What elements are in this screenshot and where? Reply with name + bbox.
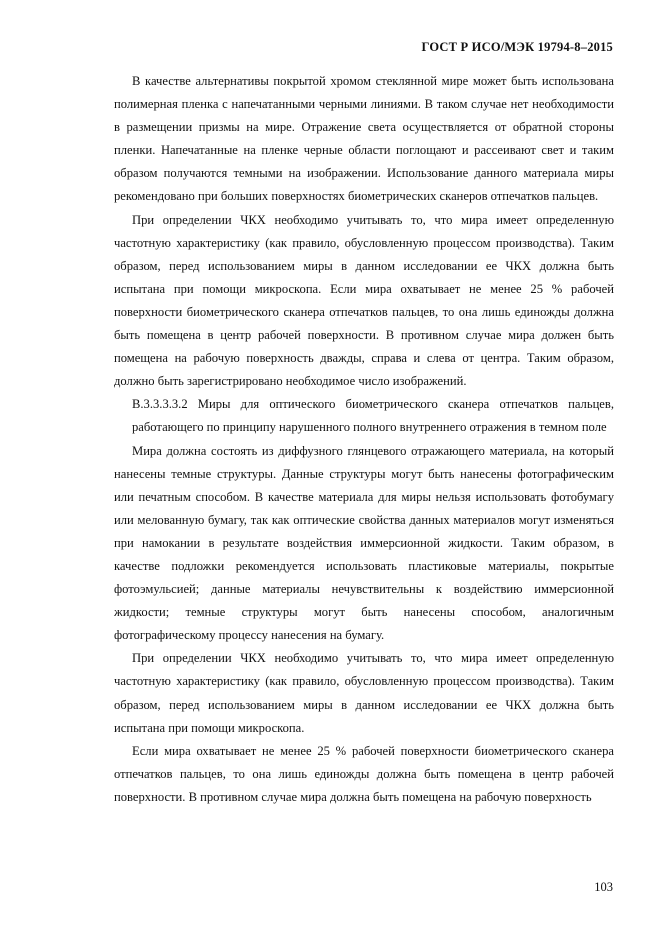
section-heading: В.3.3.3.3.2 Миры для оптического биометрического сканера отпечатков пальцев, работающего по принципу нарушенного полного внутреннего отражения в темном поле	[132, 397, 614, 435]
page-number: 103	[594, 880, 613, 894]
paragraph-mtf-second: При определении ЧКХ необходимо учитывать то, что мира имеет определенную частотную характеристику (как правило, обусловленную процессом производства). Таким образом, перед использованием миры в данном исследовании ее ЧКХ должна быть испытана при помощи микроскопа.	[114, 651, 614, 735]
document-body	[114, 70, 614, 809]
paragraph-diffuse-material: Мира должна состоять из диффузного глянцевого отражающего материала, на который нанесены темные структуры. Данные структуры могут быть нанесены фотографическим или печатным способом. В качестве материала для миры нельзя использовать фотобумагу или мелованную бумагу, так как оптические свойства данных материалов могут изменяться при намокании в результате воздействия иммерсионной жидкости. Таким образом, в качестве подложки рекомендуется использовать пластиковые материалы, покрытые фотоэмульсией; данные материалы нечувствительны к воздействию иммерсионной жидкости; темные структуры могут быть нанесены способом, аналогичным фотографическому процессу нанесения на бумагу.	[114, 443, 614, 643]
paragraph-polymer-film: В качестве альтернативы покрытой хромом стеклянной мире может быть использована полимерная пленка с напечатанными черными линиями. В таком случае нет необходимости в размещении призмы на мире. Отражение света осуществляется от обратной стороны пленки. Напечатанные на пленке черные области поглощают и рассеивают свет и таким образом получаются темными на изображении. Использование данного материала миры рекомендовано при больших поверхностях биометрических сканеров отпечатков пальцев.	[114, 74, 614, 204]
paragraph-mtf-first: При определении ЧКХ необходимо учитывать то, что мира имеет определенную частотную характеристику (как правило, обусловленную процессом производства). Таким образом, перед использованием миры в данном исследовании ее ЧКХ должна быть испытана при помощи микроскопа. Если мира охватывает не менее 25 % рабочей поверхности биометрического сканера отпечатков пальцев, то она лишь единожды должна быть помещена в центр рабочей поверхности. В противном случае мира должен быть помещена на рабочую поверхность дважды, справа и слева от центра. Таким образом, должно быть зарегистрировано необходимое число изображений.	[114, 212, 614, 389]
standard-header: ГОСТ Р ИСО/МЭК 19794-8–2015	[421, 40, 613, 54]
paragraph-coverage: Если мира охватывает не менее 25 % рабочей поверхности биометрического сканера отпечатков пальцев, то она лишь единожды должна быть помещена в центр рабочей поверхности. В противном случае мира должна быть помещена на рабочую поверхность	[114, 743, 614, 804]
